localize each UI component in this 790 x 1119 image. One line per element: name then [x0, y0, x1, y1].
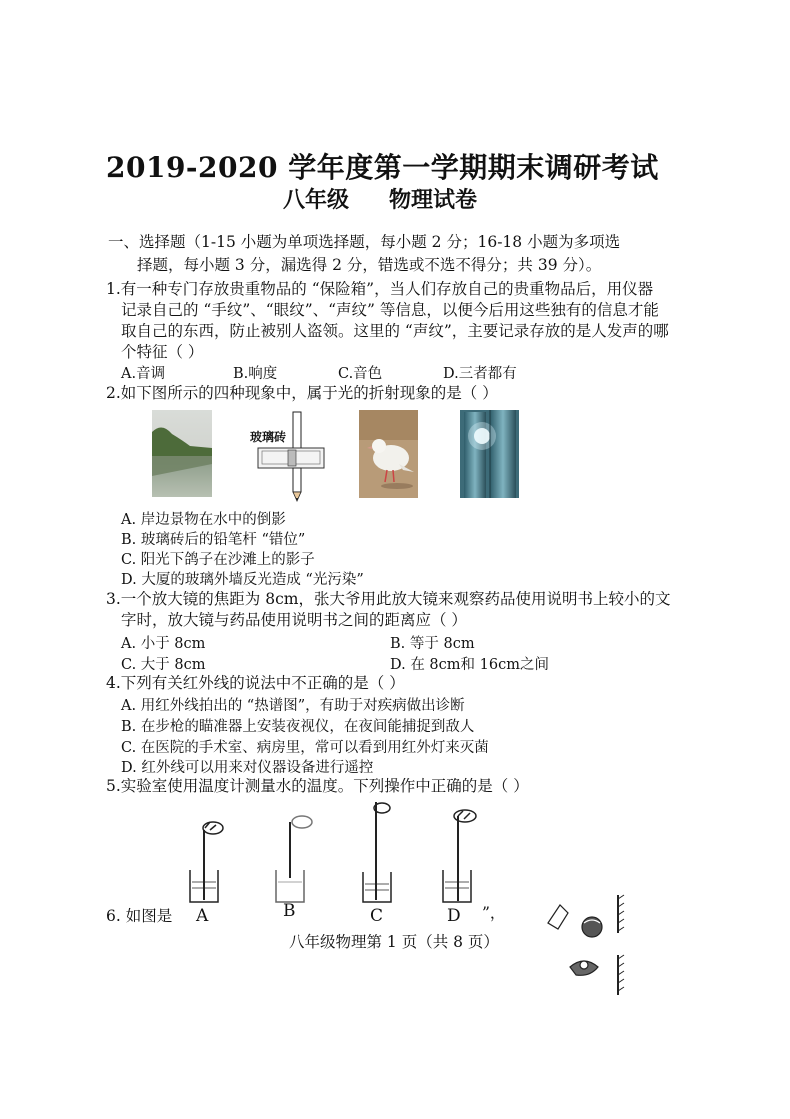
dove-shadow-image — [359, 410, 418, 498]
exam-subtitle — [283, 183, 477, 214]
q2-stem: 2.如下图所示的四种现象中，属于光的折射现象的是（ ） — [106, 384, 498, 402]
q6-stem-fragment: ”， — [482, 904, 506, 922]
q2-option-c: C. 阳光下鸽子在沙滩上的影子 — [121, 552, 315, 568]
glass-building-image — [460, 410, 519, 498]
subject-label: 物理试卷 — [389, 187, 478, 213]
section-heading-line2: 择题，每小题 3 分，漏选得 2 分，错选或不选不得分；共 39 分）。 — [137, 256, 602, 274]
q6-stem-start: 6. 如图是 — [106, 907, 173, 925]
q2-option-a: A. 岸边景物在水中的倒影 — [121, 512, 286, 528]
beaker-label-c: C — [370, 906, 384, 926]
thermometer-beakers-figure — [180, 800, 490, 910]
q3-line: 字时，放大镜与药品使用说明书之间的距离应（ ） — [121, 611, 467, 629]
q3-option-b: B. 等于 8cm — [390, 636, 475, 652]
q3-option-c: C. 大于 8cm — [121, 657, 206, 673]
q5-stem: 5.实验室使用温度计测量水的温度。下列操作中正确的是（ ） — [106, 777, 529, 795]
exam-title: 2019-2020 学年度第一学期期末调研考试 — [106, 151, 659, 184]
q6-figure-fragment — [540, 893, 630, 998]
glass-brick-label: 玻璃砖 — [250, 430, 287, 444]
q1-option-b: B.响度 — [233, 366, 278, 382]
q1-option-c: C.音色 — [338, 366, 383, 382]
q4-option-c: C. 在医院的手术室、病房里，常可以看到用红外灯来灭菌 — [121, 740, 489, 756]
section-heading-line1: 一、选择题（1-15 小题为单项选择题，每小题 2 分；16-18 小题为多项选 — [108, 233, 621, 251]
q4-option-a: A. 用红外线拍出的 “热谱图”，有助于对疾病做出诊断 — [121, 698, 465, 714]
q2-option-d: D. 大厦的玻璃外墙反光造成 “光污染” — [121, 572, 364, 588]
beaker-label-a: A — [196, 906, 209, 926]
lake-reflection-image — [152, 410, 212, 497]
q1-line: 记录自己的 “手纹”、“眼纹”、“声纹” 等信息，以便今后用这些独有的信息才能 — [121, 301, 659, 319]
q1-line: 取自己的东西，防止被别人盗领。这里的 “声纹”，主要记录存放的是人发声的哪 — [121, 322, 669, 340]
grade-label: 八年级 — [283, 187, 350, 213]
glass-brick-pencil-figure — [248, 410, 326, 502]
q1-line: 1.有一种专门存放贵重物品的 “保险箱”，当人们存放自己的贵重物品后，用仪器 — [106, 280, 654, 298]
q1-option-d: D.三者都有 — [443, 366, 517, 382]
q4-option-d: D. 红外线可以用来对仪器设备进行遥控 — [121, 760, 374, 776]
q3-option-d: D. 在 8cm和 16cm之间 — [390, 657, 549, 673]
q3-line: 3.一个放大镜的焦距为 8cm，张大爷用此放大镜来观察药品使用说明书上较小的文 — [106, 590, 671, 608]
q1-line: 个特征（ ） — [121, 343, 204, 361]
q3-option-a: A. 小于 8cm — [121, 636, 206, 652]
q1-option-a: A.音调 — [121, 366, 166, 382]
page-footer: 八年级物理第 1 页（共 8 页） — [289, 933, 499, 951]
q4-stem: 4.下列有关红外线的说法中不正确的是（ ） — [106, 674, 405, 692]
beaker-label-d: D — [447, 906, 461, 926]
beaker-label-b: B — [283, 901, 296, 921]
q4-option-b: B. 在步枪的瞄准器上安装夜视仪，在夜间能捕捉到敌人 — [121, 719, 475, 735]
q2-option-b: B. 玻璃砖后的铅笔杆 “错位” — [121, 532, 306, 548]
